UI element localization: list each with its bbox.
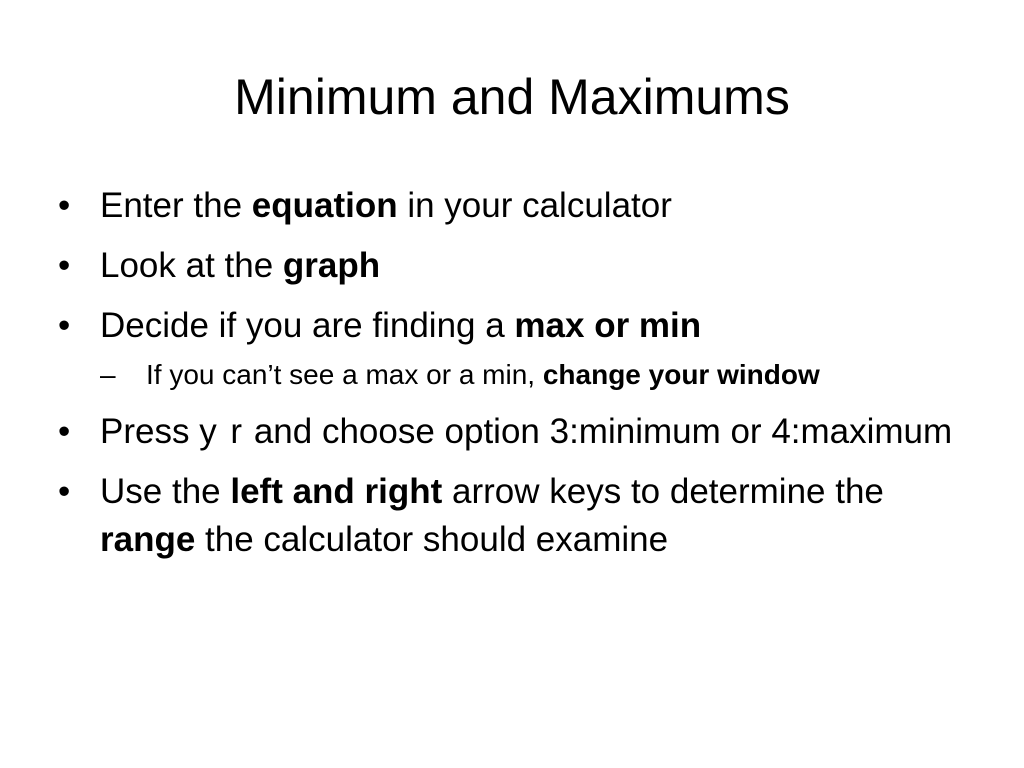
bullet-text: the calculator should examine [195,520,669,559]
bullet-list [58,182,988,576]
bullet-item-press-keys [58,408,988,456]
sub-bullet-change-window [100,356,988,394]
bullet-text: Enter the [100,186,252,225]
bullet-bold-text: max or min [514,306,702,345]
bullet-marker: • [58,306,71,345]
bullet-text: Look at the [100,246,283,285]
bullet-bold-text: range [100,520,196,559]
sub-bullet-bold-text: change your window [542,359,820,390]
bullet-text: Press [100,412,200,451]
bullet-text: arrow keys to determine the [442,472,884,511]
bullet-item-enter-equation [58,182,988,230]
bullet-bold-text: equation [251,186,398,225]
bullet-marker: • [58,472,71,511]
bullet-text: Decide if you are finding a [100,306,515,345]
slide-title: Minimum and Maximums [234,69,790,125]
bullet-text: Use the [100,472,231,511]
bullet-text: and choose option 3:minimum or 4:maximum [244,412,953,451]
bullet-bold-text: graph [282,246,381,285]
bullet-item-arrow-keys [58,468,988,564]
bullet-marker: • [58,186,71,225]
bullet-item-look-at-graph [58,242,988,290]
bullet-marker: • [58,412,71,451]
sub-bullet-text: If you can’t see a max or a min, [146,359,543,390]
bullet-bold-text: left and right [230,472,443,511]
bullet-text: in your calculator [397,186,672,225]
bullet-item-decide-max-min [58,302,988,350]
calculator-keys-text: y r [199,412,245,451]
sub-bullet-marker: – [100,359,116,390]
bullet-marker: • [58,246,71,285]
